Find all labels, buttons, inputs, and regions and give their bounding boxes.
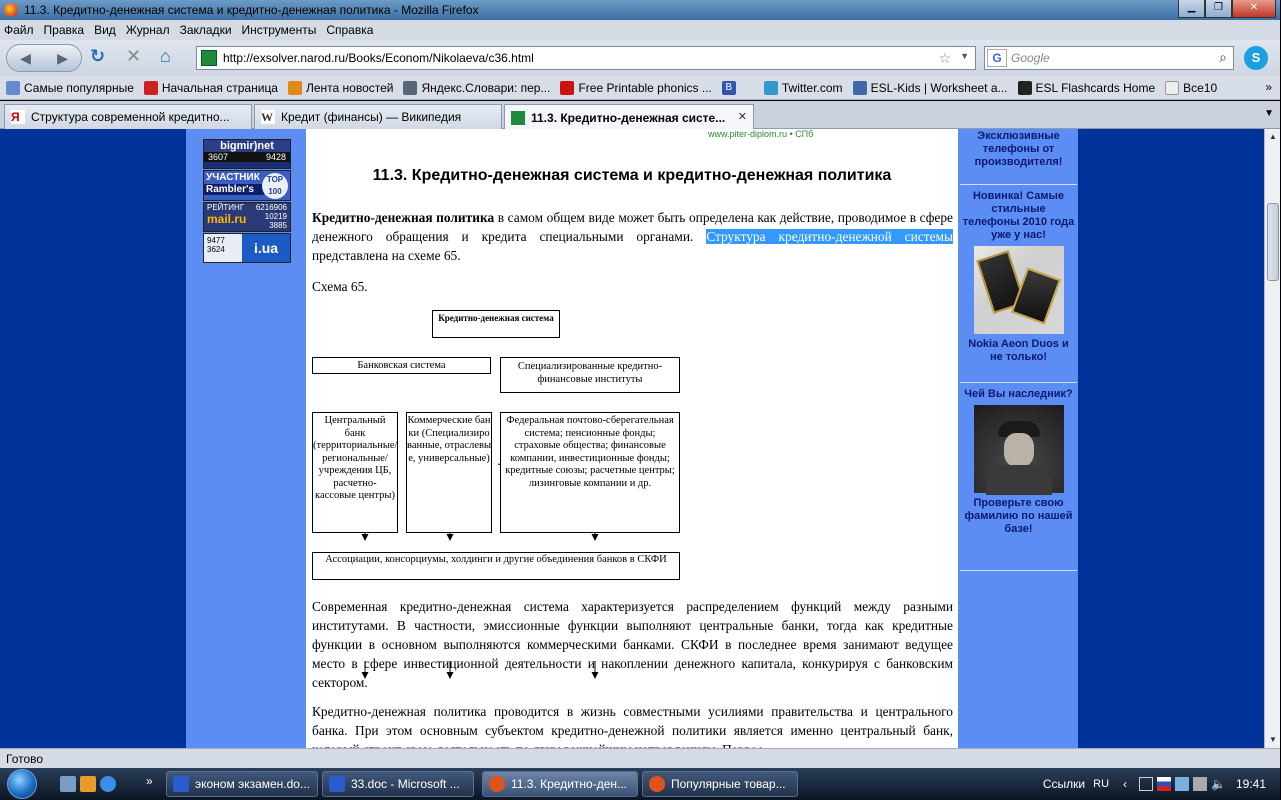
- volume-icon[interactable]: 🔈: [1211, 777, 1226, 791]
- firefox-icon: [489, 776, 505, 792]
- yandex-icon: Я: [11, 110, 25, 124]
- site-link[interactable]: www.piter-diplom.ru • СПб: [708, 129, 814, 139]
- rambler-top100-badge[interactable]: УЧАСТНИК Rambler's TOP 100: [203, 170, 291, 201]
- word-icon: [329, 776, 345, 792]
- iua-logo: i.ua: [242, 234, 290, 262]
- tab-active-page[interactable]: 11.3. Кредитно-денежная систе... ✕: [504, 104, 754, 130]
- language-indicator[interactable]: RU: [1093, 778, 1110, 790]
- bookmark-icon: [560, 81, 574, 95]
- skype-icon[interactable]: S: [1244, 46, 1268, 70]
- url-text[interactable]: http://exsolver.narod.ru/Books/Econom/Nikolaeva/c36.html: [223, 51, 534, 65]
- portrait-photo[interactable]: [974, 405, 1064, 493]
- quick-launch-overflow-icon[interactable]: »: [146, 774, 153, 788]
- start-button[interactable]: [0, 768, 44, 800]
- tab-close-icon[interactable]: ✕: [737, 111, 747, 123]
- site-favicon-icon: [201, 50, 217, 66]
- firefox-icon: [649, 776, 665, 792]
- bookmarks-toolbar: [0, 76, 1280, 100]
- scroll-up-icon[interactable]: ▲: [1269, 132, 1277, 141]
- scroll-down-icon[interactable]: ▼: [1269, 735, 1277, 744]
- reload-icon[interactable]: ↻: [90, 46, 106, 66]
- google-engine-icon[interactable]: G: [987, 49, 1007, 67]
- taskbar-word-exam[interactable]: эконом экзамен.do...: [166, 771, 318, 797]
- firefox-icon: [4, 3, 18, 17]
- ad-surname-check[interactable]: Чей Вы наследник? Проверьте свою фамилию по нашей базе!: [960, 384, 1077, 571]
- bookmark-most-visited[interactable]: Самые популярные: [6, 81, 134, 95]
- phone-image[interactable]: [974, 246, 1064, 334]
- diagram-commercial-box: Коммерческие банки (Специализированные, отраслевые, универсальные): [406, 412, 492, 533]
- menu-history[interactable]: Журнал: [125, 23, 170, 37]
- page-title: 11.3. Кредитно-денежная система и кредитно-денежная политика: [372, 167, 892, 184]
- forward-arrow-icon[interactable]: ▶: [57, 49, 68, 66]
- search-box[interactable]: [984, 46, 1234, 70]
- menu-file[interactable]: Файл: [4, 23, 34, 37]
- bookmark-esl-flashcards[interactable]: ESL Flashcards Home: [1018, 81, 1156, 95]
- bookmark-star-icon[interactable]: ☆: [938, 50, 951, 66]
- bookmark-icon: [1018, 81, 1032, 95]
- wikipedia-icon: W: [261, 110, 273, 124]
- bookmark-phonics[interactable]: Free Printable phonics ...: [560, 81, 711, 95]
- system-tray: [1043, 768, 1280, 800]
- word-icon: [173, 776, 189, 792]
- bookmark-icon: B: [722, 81, 736, 95]
- quick-launch: [60, 776, 116, 792]
- site-favicon-icon: [511, 111, 525, 125]
- windows-logo-icon: [7, 769, 37, 799]
- navigation-toolbar: [0, 40, 1280, 76]
- taskbar-word-33[interactable]: 33.doc - Microsoft ...: [322, 771, 474, 797]
- selected-text: Структура кредитно-денежной системы: [706, 229, 953, 244]
- status-text: Готово: [6, 752, 44, 766]
- esl-kids-icon: [853, 81, 867, 95]
- window-titlebar: [0, 0, 1280, 20]
- tray-expand-icon[interactable]: ‹: [1123, 777, 1128, 791]
- bookmark-b[interactable]: [722, 81, 740, 95]
- back-forward-buttons[interactable]: [6, 44, 82, 72]
- menu-bookmarks[interactable]: Закладки: [179, 23, 232, 37]
- bookmark-icon: [144, 81, 158, 95]
- search-icon[interactable]: ⌕: [1219, 49, 1227, 65]
- scheme-label: Схема 65.: [312, 279, 368, 294]
- diagram-associations-box: Ассоциации, консорциумы, холдинги и другие объединения банков в СКФИ: [312, 552, 680, 580]
- bookmark-esl-kids[interactable]: ESL-Kids | Worksheet a...: [853, 81, 1008, 95]
- mail-ru-rating-badge[interactable]: РЕЙТИНГ 6216906 mail.ru 10219 3885: [203, 202, 291, 232]
- bigmir-logo: bigmir)net: [204, 140, 290, 152]
- menu-bar: [0, 20, 1280, 40]
- diagram-federal-box: Федеральная почтово-сберегательная система; пенсионные фонды; страховые общества; финансовые компании, инвестиционные фонды; кредитные союзы; расчетные центры; лизинговые компании и др.: [500, 412, 680, 533]
- bookmarks-overflow-icon[interactable]: »: [1265, 80, 1272, 94]
- url-bar[interactable]: [196, 46, 976, 70]
- bookmark-icon: [403, 81, 417, 95]
- media-player-icon[interactable]: [80, 776, 96, 792]
- network-icon[interactable]: [1175, 777, 1189, 791]
- ad-exclusive-phones[interactable]: Эксклюзивные телефоны от производителя!: [960, 129, 1077, 185]
- taskbar-firefox-popular[interactable]: Популярные товар...: [642, 771, 798, 797]
- bookmark-news-feed[interactable]: Лента новостей: [288, 81, 394, 95]
- page-icon: [1165, 81, 1179, 95]
- tab-list-icon[interactable]: ▼: [1264, 108, 1274, 119]
- bookmark-vse10[interactable]: Все10: [1165, 81, 1217, 95]
- russian-flag-icon[interactable]: [1157, 777, 1171, 791]
- menu-help[interactable]: Справка: [326, 23, 374, 37]
- back-arrow-icon[interactable]: ◀: [20, 49, 31, 66]
- menu-edit[interactable]: Правка: [43, 23, 85, 37]
- bookmark-twitter[interactable]: Twitter.com: [764, 81, 843, 95]
- status-bar: [0, 748, 1280, 768]
- paragraph-intro: Кредитно-денежная политика в самом общем виде может быть определена как действие, проводимое в сфере денежного обращения и кредита специальными органами. Структура кредитно-денежной системы представлена на схеме 65.: [312, 210, 953, 263]
- bookmark-icon: [6, 81, 20, 95]
- links-toolbar[interactable]: Ссылки: [1042, 777, 1086, 791]
- menu-tools[interactable]: Инструменты: [241, 23, 317, 37]
- maximize-button[interactable]: ❐: [1205, 0, 1232, 18]
- diagram-special-box: Специализированные кредитно-финансовые институты: [500, 357, 680, 393]
- diagram-bank-system-box: Банковская система: [312, 357, 491, 374]
- page-viewport: [0, 129, 1264, 748]
- mail-ru-logo: mail.ru: [207, 212, 247, 226]
- taskbar-firefox-active[interactable]: 11.3. Кредитно-ден...: [482, 771, 638, 797]
- rss-icon: [288, 81, 302, 95]
- paragraph-policy: Кредитно-денежная политика проводится в жизнь совместными усилиями правительства и центрального банка. При этом основным субъектом кредитно-денежной политики является именно центральный банк,: [312, 704, 953, 738]
- home-icon[interactable]: ⌂: [160, 46, 171, 66]
- twitter-icon: [764, 81, 778, 95]
- tab-bar: [0, 101, 1280, 129]
- tab-credit-structure[interactable]: Я Структура современной кредитно...: [4, 104, 252, 129]
- term-bold: Кредитно-денежная политика: [312, 210, 495, 225]
- close-button[interactable]: ✕: [1232, 0, 1276, 18]
- bookmark-yandex-dict[interactable]: Яндекс.Словари: пер...: [403, 81, 550, 95]
- clock[interactable]: 19:41: [1235, 777, 1266, 791]
- menu-view[interactable]: Вид: [94, 23, 116, 37]
- diagram-central-bank-box: Центральный банк (территориальные/региональные/учреждения ЦБ, расчетно-кассовые центры): [312, 412, 398, 533]
- tab-wikipedia-credit[interactable]: W Кредит (финансы) — Википедия: [254, 104, 502, 129]
- url-dropdown-icon[interactable]: ▼: [960, 51, 969, 61]
- window-title: 11.3. Кредитно-денежная система и кредитно-денежная политика - Mozilla Firefox: [24, 3, 479, 17]
- diagram-root-box: Кредитно-денежная система: [432, 310, 560, 338]
- windows-taskbar: [0, 768, 1280, 800]
- ie-icon[interactable]: [100, 776, 116, 792]
- ad-new-phones[interactable]: Новинка! Самые стильные телефоны 2010 года уже у нас! Nokia Aeon Duos и не только!: [960, 186, 1077, 383]
- paragraph-modern-system: Современная кредитно-денежная система характеризуется распределением функций между разными институтами. В частности, эмиссионные функции выполняют центральные банки, тогда как кредитные функции в основном выполняются коммерческими банками. СКФИ в последнее время занимают ведущее место в сфере инвестиционной деятельности и накоплении денежного капитала, конкурируя с банковским сектором.: [312, 599, 953, 690]
- stop-icon[interactable]: ✕: [126, 46, 142, 66]
- tray-app-icon[interactable]: [1139, 777, 1153, 791]
- search-placeholder[interactable]: Google: [1011, 51, 1050, 65]
- tray-misc-icon[interactable]: [1193, 777, 1207, 791]
- minimize-button[interactable]: ▁: [1178, 0, 1205, 18]
- scroll-thumb[interactable]: [1267, 203, 1279, 281]
- page-scrollbar[interactable]: [1264, 129, 1280, 748]
- bookmark-home-page[interactable]: Начальная страница: [144, 81, 278, 95]
- show-desktop-icon[interactable]: [60, 776, 76, 792]
- iua-counter-badge[interactable]: 9477 3624 i.ua: [203, 233, 291, 263]
- bigmir-counter[interactable]: bigmir)net 3607 9428: [203, 139, 291, 169]
